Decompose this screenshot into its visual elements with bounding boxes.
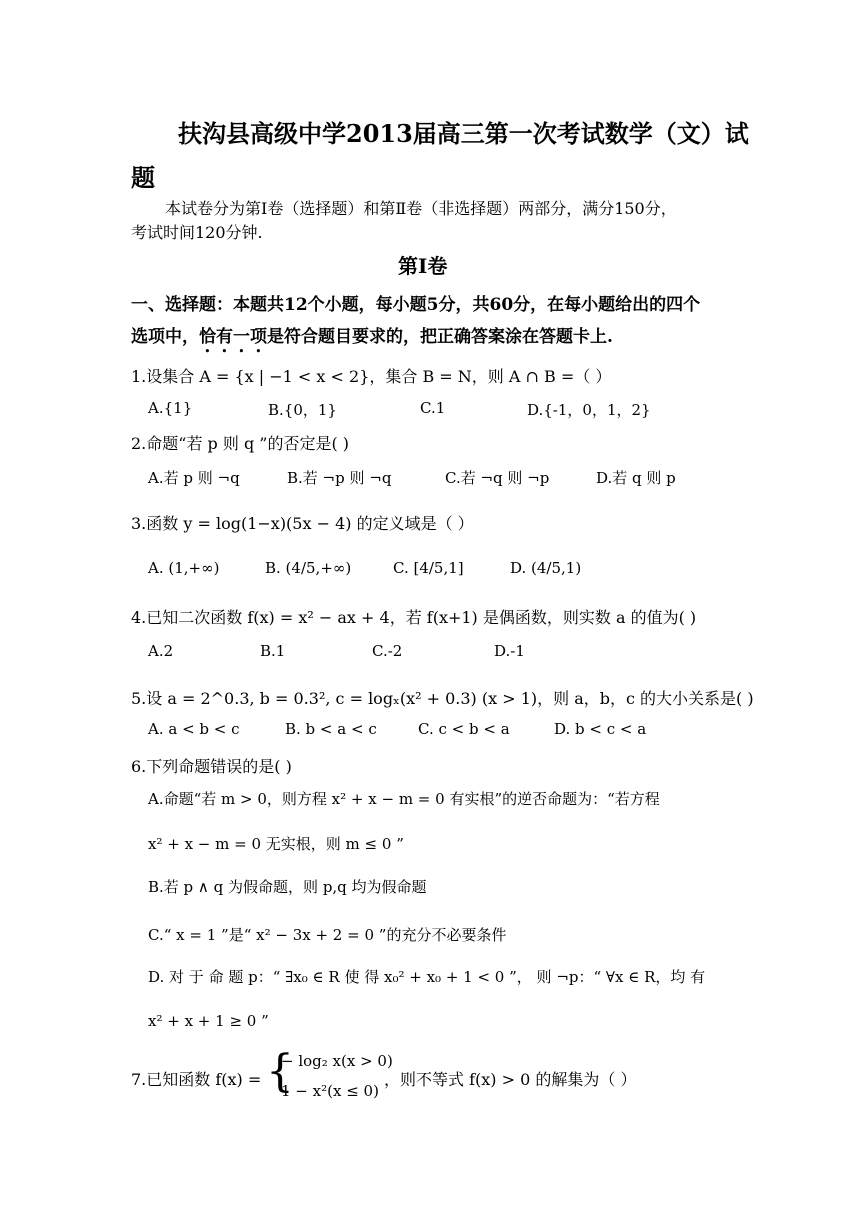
q6-option-b: B.若 p ∧ q 为假命题，则 p,q 均为假命题 <box>148 878 427 896</box>
q5-option-b: B. b < a < c <box>285 720 377 738</box>
q4-option-d: D.-1 <box>494 642 525 660</box>
q4-option-b: B.1 <box>260 642 286 660</box>
section-instructions-line2 <box>131 322 613 357</box>
section-line2-emphasis: 恰有一项 <box>199 327 267 347</box>
q2-option-a: A.若 p 则 ¬q <box>148 469 240 487</box>
question-1: 1.设集合 A = {x | −1 < x < 2}，集合 B = N，则 A ∩ B =（ ） <box>131 367 612 386</box>
q2-option-d: D.若 q 则 p <box>596 469 676 487</box>
q3-option-d: D. (4/5,1) <box>510 559 582 577</box>
q7-case-1: − log₂ x(x > 0) <box>281 1052 393 1070</box>
question-7-suffix: ，则不等式 f(x) > 0 的解集为（ ） <box>384 1070 637 1089</box>
q3-option-c: C. [4/5,1] <box>393 559 464 577</box>
question-7-prefix: 7.已知函数 f(x) = <box>131 1070 262 1089</box>
intro-line1: 本试卷分为第Ⅰ卷（选择题）和第Ⅱ卷（非选择题）两部分，满分150分， <box>165 199 677 218</box>
question-5: 5.设 a = 2^0.3, b = 0.3², c = logₓ(x² + 0.3) (x > 1)，则 a，b，c 的大小关系是( ) <box>131 689 754 708</box>
q1-option-a: A.{1} <box>148 399 193 417</box>
q6-option-d-line2: x² + x + 1 ≥ 0 ” <box>148 1012 269 1030</box>
q5-option-a: A. a < b < c <box>148 720 240 738</box>
q4-option-a: A.2 <box>148 642 174 660</box>
q6-option-a-line2: x² + x − m = 0 无实根，则 m ≤ 0 ” <box>148 835 404 853</box>
q4-option-c: C.-2 <box>372 642 403 660</box>
q3-option-b: B. (4/5,+∞) <box>265 559 352 577</box>
section-line2-pre: 选项中， <box>131 327 199 347</box>
section-line2-post: 是符合题目要求的，把正确答案涂在答题卡上. <box>267 327 613 347</box>
piecewise-brace: { <box>266 1046 294 1097</box>
q1-option-b: B.{0，1} <box>268 401 337 419</box>
q1-option-c: C.1 <box>420 399 446 417</box>
question-3: 3.函数 y = log(1−x)(5x − 4) 的定义域是（ ） <box>131 514 474 533</box>
intro-line2: 考试时间120分钟. <box>131 223 263 242</box>
question-4: 4.已知二次函数 f(x) = x² − ax + 4，若 f(x+1) 是偶函数，则实数 a 的值为( ) <box>131 608 697 627</box>
q5-option-d: D. b < c < a <box>554 720 647 738</box>
q6-option-c: C.“ x = 1 ”是“ x² − 3x + 2 = 0 ”的充分不必要条件 <box>148 926 507 944</box>
q3-option-a: A. (1,+∞) <box>148 559 220 577</box>
q6-option-d-line1: D. 对 于 命 题 p：“ ∃x₀ ∈ R 使 得 x₀² + x₀ + 1 < 0 ”， 则 ¬p：“ ∀x ∈ R，均 有 <box>148 968 706 986</box>
q5-option-c: C. c < b < a <box>418 720 510 738</box>
question-6: 6.下列命题错误的是( ) <box>131 757 292 776</box>
q2-option-b: B.若 ¬p 则 ¬q <box>287 469 392 487</box>
exam-title-line1: 扶沟县高级中学2013届高三第一次考试数学（文）试 <box>178 119 749 148</box>
part-heading: 第Ⅰ卷 <box>398 254 448 278</box>
question-2: 2.命题“若 p 则 q ”的否定是( ) <box>131 434 350 453</box>
q7-case-2: 1 − x²(x ≤ 0) <box>281 1082 379 1100</box>
exam-title-line2: 题 <box>131 163 155 192</box>
q1-option-d: D.{-1，0，1，2} <box>527 401 651 419</box>
section-instructions-line1: 一、选择题：本题共12个小题，每小题5分，共60分，在每小题给出的四个 <box>131 295 701 315</box>
q2-option-c: C.若 ¬q 则 ¬p <box>445 469 550 487</box>
q6-option-a-line1: A.命题“若 m > 0，则方程 x² + x − m = 0 有实根”的逆否命题为：“若方程 <box>148 790 660 808</box>
